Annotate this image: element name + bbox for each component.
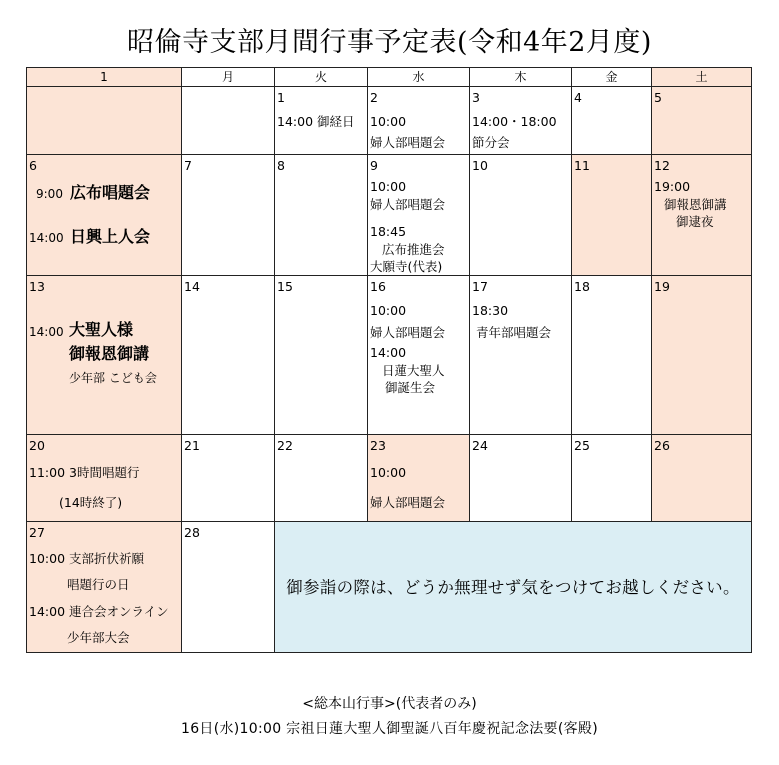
day-number: 5 bbox=[654, 90, 662, 105]
notice-cell bbox=[275, 522, 752, 653]
day-number: 23 bbox=[370, 438, 386, 453]
day-number: 20 bbox=[29, 438, 45, 453]
calendar-table bbox=[26, 67, 752, 653]
day-cell-8 bbox=[275, 155, 368, 276]
event-time: 19:00 bbox=[654, 179, 691, 194]
day-number: 21 bbox=[184, 438, 200, 453]
page-title: 昭倫寺支部月間行事予定表(令和4年2月度) bbox=[127, 27, 652, 58]
event-text: 日蓮大聖人 bbox=[382, 363, 445, 378]
header-wednesday: 水 bbox=[368, 68, 470, 87]
header-saturday: 土 bbox=[652, 68, 752, 87]
day-cell-4 bbox=[572, 87, 652, 155]
event-time: 10:00 bbox=[370, 303, 407, 318]
day-number: 10 bbox=[472, 158, 488, 173]
day-cell-26 bbox=[652, 435, 752, 522]
day-cell-17 bbox=[470, 276, 572, 435]
day-cell-11 bbox=[572, 155, 652, 276]
event-time: 14:00 bbox=[29, 325, 64, 339]
header-sunday: 1 bbox=[27, 68, 182, 87]
header-tuesday: 火 bbox=[275, 68, 368, 87]
day-number: 7 bbox=[184, 158, 192, 173]
day-cell-empty bbox=[27, 87, 182, 155]
event-time: 10:00 bbox=[370, 179, 407, 194]
event-time: 14:00 bbox=[29, 231, 64, 245]
notice-text: 御参詣の際は、どうか無理せず気をつけてお越しください。 bbox=[286, 578, 740, 597]
day-cell-27 bbox=[27, 522, 182, 653]
event-text: 婦人部唱題会 bbox=[370, 135, 446, 150]
day-cell-15 bbox=[275, 276, 368, 435]
day-number: 25 bbox=[574, 438, 590, 453]
day-number: 4 bbox=[574, 90, 582, 105]
day-number: 2 bbox=[370, 90, 378, 105]
event-text: 御報恩御講 bbox=[69, 344, 150, 363]
week-row-2 bbox=[27, 155, 752, 276]
event-text: 青年部唱題会 bbox=[476, 325, 552, 340]
day-cell-22 bbox=[275, 435, 368, 522]
day-number: 13 bbox=[29, 279, 45, 294]
event-time: 14:00・18:00 bbox=[472, 114, 557, 129]
day-cell-19 bbox=[652, 276, 752, 435]
calendar-header-row bbox=[27, 68, 752, 87]
event-text: 広布唱題会 bbox=[70, 183, 151, 202]
event-text: 御逮夜 bbox=[676, 214, 714, 229]
header-monday: 月 bbox=[182, 68, 275, 87]
day-cell-12 bbox=[652, 155, 752, 276]
event-text: 14:00 連合会オンライン bbox=[29, 604, 169, 619]
day-number: 1 bbox=[277, 90, 285, 105]
event-text: 11:00 3時間唱題行 bbox=[29, 465, 140, 480]
event-text: 唱題行の日 bbox=[67, 577, 130, 592]
event-text: 少年部大会 bbox=[67, 630, 130, 645]
day-number: 24 bbox=[472, 438, 488, 453]
header-thursday: 木 bbox=[470, 68, 572, 87]
day-cell-18 bbox=[572, 276, 652, 435]
day-cell-23 bbox=[368, 435, 470, 522]
day-cell-1 bbox=[275, 87, 368, 155]
day-cell-5 bbox=[652, 87, 752, 155]
day-cell-10 bbox=[470, 155, 572, 276]
day-cell-13 bbox=[27, 276, 182, 435]
event-time: 10:00 bbox=[370, 114, 407, 129]
event-text: 大聖人様 bbox=[69, 320, 134, 339]
event-time: 18:45 bbox=[370, 224, 407, 239]
day-number: 15 bbox=[277, 279, 293, 294]
day-cell-21 bbox=[182, 435, 275, 522]
day-number: 26 bbox=[654, 438, 670, 453]
week-row-1 bbox=[27, 87, 752, 155]
week-row-5 bbox=[27, 522, 752, 653]
day-cell-9 bbox=[368, 155, 470, 276]
day-cell-24 bbox=[470, 435, 572, 522]
week-row-4 bbox=[27, 435, 752, 522]
day-cell-empty bbox=[182, 87, 275, 155]
day-cell-7 bbox=[182, 155, 275, 276]
day-number: 9 bbox=[370, 158, 378, 173]
day-number: 27 bbox=[29, 525, 45, 540]
week-row-3 bbox=[27, 276, 752, 435]
day-number: 16 bbox=[370, 279, 386, 294]
event-text: 広布推進会 bbox=[382, 242, 445, 257]
day-cell-2 bbox=[368, 87, 470, 155]
day-cell-28 bbox=[182, 522, 275, 653]
event-text: 大願寺(代表) bbox=[370, 259, 443, 274]
event-text: 14:00 御経日 bbox=[277, 114, 355, 129]
day-cell-6 bbox=[27, 155, 182, 276]
event-text: (14時終了) bbox=[59, 495, 123, 510]
day-number: 22 bbox=[277, 438, 293, 453]
event-time: 18:30 bbox=[472, 303, 509, 318]
day-number: 14 bbox=[184, 279, 200, 294]
event-text: 節分会 bbox=[472, 135, 510, 150]
event-text: 婦人部唱題会 bbox=[370, 495, 446, 510]
day-cell-3 bbox=[470, 87, 572, 155]
day-number: 3 bbox=[472, 90, 480, 105]
footer-heading: <総本山行事>(代表者のみ) bbox=[302, 696, 477, 712]
event-time: 10:00 bbox=[370, 465, 407, 480]
day-cell-16 bbox=[368, 276, 470, 435]
event-text: 御報恩御講 bbox=[664, 197, 727, 212]
event-text: 少年部 こども会 bbox=[69, 371, 157, 385]
header-friday: 金 bbox=[572, 68, 652, 87]
day-cell-20 bbox=[27, 435, 182, 522]
day-number: 12 bbox=[654, 158, 670, 173]
day-number: 17 bbox=[472, 279, 488, 294]
day-number: 8 bbox=[277, 158, 285, 173]
event-text: 10:00 支部折伏祈願 bbox=[29, 551, 144, 566]
event-text: 日興上人会 bbox=[70, 227, 151, 246]
day-number: 28 bbox=[184, 525, 200, 540]
footer-event: 16日(水)10:00 宗祖日蓮大聖人御聖誕八百年慶祝記念法要(客殿) bbox=[181, 721, 598, 737]
event-text: 婦人部唱題会 bbox=[370, 325, 446, 340]
event-text: 御誕生会 bbox=[385, 380, 436, 395]
event-time: 14:00 bbox=[370, 345, 407, 360]
day-number: 18 bbox=[574, 279, 590, 294]
day-number: 6 bbox=[29, 158, 37, 173]
event-text: 婦人部唱題会 bbox=[370, 197, 446, 212]
day-number: 19 bbox=[654, 279, 670, 294]
event-time: 9:00 bbox=[36, 187, 63, 201]
day-cell-14 bbox=[182, 276, 275, 435]
day-cell-25 bbox=[572, 435, 652, 522]
day-number: 11 bbox=[574, 158, 590, 173]
